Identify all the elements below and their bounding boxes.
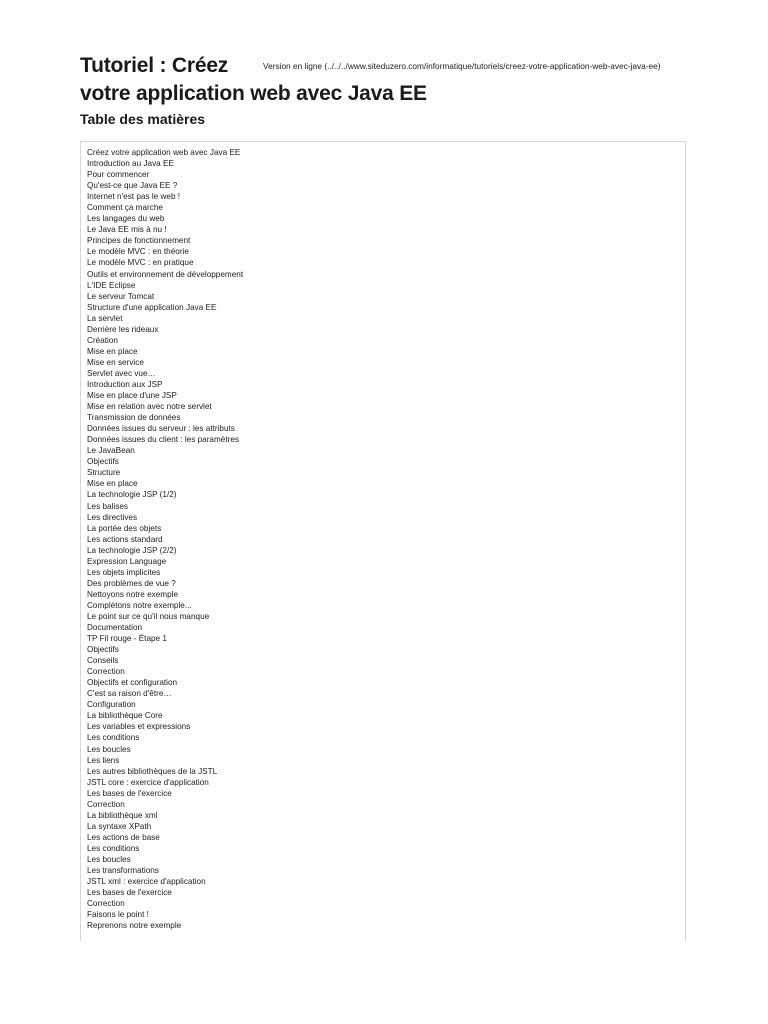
toc-item[interactable]: Introduction au Java EE	[87, 159, 174, 169]
toc-item[interactable]: Nettoyons notre exemple	[87, 589, 179, 599]
toc-box	[80, 141, 686, 941]
toc-item[interactable]: Les balises	[87, 501, 128, 511]
toc-item[interactable]: Correction	[87, 799, 125, 809]
toc-item[interactable]: Derrière les rideaux	[87, 324, 159, 334]
toc-item[interactable]: Principes de fonctionnement	[87, 236, 191, 246]
toc-item[interactable]: Le Java EE mis à nu !	[87, 225, 167, 235]
toc-item[interactable]: Données issues du serveur : les attributs	[87, 424, 235, 434]
toc-heading: Table des matières	[80, 111, 206, 127]
toc-item[interactable]: Expression Language	[87, 556, 167, 566]
toc-item[interactable]: La technologie JSP (1/2)	[87, 490, 177, 500]
toc-item[interactable]: Des problèmes de vue ?	[87, 578, 176, 588]
toc-item[interactable]: Servlet avec vue…	[87, 368, 156, 378]
toc-item[interactable]: Objectifs	[87, 457, 119, 467]
toc-item[interactable]: La syntaxe XPath	[87, 821, 152, 831]
toc-item[interactable]: Mise en place	[87, 479, 138, 489]
toc-item[interactable]: Le serveur Tomcat	[87, 291, 155, 301]
toc-item[interactable]: Transmission de données	[87, 413, 181, 423]
toc-item[interactable]: JSTL core : exercice d'application	[87, 777, 209, 787]
toc-item[interactable]: Les boucles	[87, 855, 131, 864]
toc-item[interactable]: Mise en place d'une JSP	[87, 391, 177, 401]
toc-item[interactable]: Le modèle MVC : en théorie	[87, 247, 189, 257]
toc-list	[81, 142, 685, 931]
toc-item[interactable]: Les actions de base	[87, 832, 160, 842]
toc-item[interactable]: Les langages du web	[87, 214, 165, 224]
toc-item[interactable]: Le point sur ce qu'il nous manque	[87, 611, 210, 621]
toc-item[interactable]: La portée des objets	[87, 523, 162, 533]
toc-item[interactable]: Configuration	[87, 700, 136, 710]
toc-item[interactable]: La servlet	[87, 313, 123, 323]
toc-item[interactable]: Les directives	[87, 512, 138, 522]
page-title-line-2: votre application web avec Java EE	[80, 82, 427, 105]
toc-item[interactable]: Les boucles	[87, 744, 131, 754]
toc-item[interactable]: Conseils	[87, 656, 119, 666]
toc-item[interactable]: Objectifs	[87, 645, 119, 655]
page-title-line-1: Tutoriel : Créez	[80, 54, 229, 77]
toc-item[interactable]: Correction	[87, 667, 125, 677]
toc-item[interactable]: Objectifs et configuration	[87, 678, 178, 688]
toc-item[interactable]: Les bases de l'exercice	[87, 788, 172, 798]
online-version-link[interactable]: Version en ligne (../../../www.siteduzero.com/informatique/tutoriels/creez-votre-application-web-avec-java-ee)	[263, 61, 661, 71]
toc-item[interactable]: Données issues du client : les paramètres	[87, 435, 240, 445]
toc-item[interactable]: Faisons le point !	[87, 910, 149, 920]
toc-item[interactable]: La technologie JSP (2/2)	[87, 545, 177, 555]
toc-item[interactable]: Structure d'une application Java EE	[87, 302, 217, 312]
toc-item[interactable]: Création	[87, 335, 118, 345]
toc-item[interactable]: Les bases de l'exercice	[87, 888, 172, 898]
toc-item[interactable]: Les transformations	[87, 866, 159, 876]
toc-item[interactable]: Pour commencer	[87, 170, 150, 180]
toc-item[interactable]: Les autres bibliothèques de la JSTL	[87, 766, 218, 776]
toc-item[interactable]: L'IDE Eclipse	[87, 280, 136, 290]
toc-item[interactable]: La bibliothèque xml	[87, 810, 158, 820]
toc-item[interactable]: Correction	[87, 899, 125, 909]
toc-item[interactable]: JSTL xml : exercice d'application	[87, 877, 206, 887]
toc-item[interactable]: Les actions standard	[87, 534, 163, 544]
toc-item[interactable]: Outils et environnement de développement	[87, 269, 244, 279]
toc-item[interactable]: C'est sa raison d'être…	[87, 689, 172, 699]
toc-item[interactable]: Introduction aux JSP	[87, 379, 163, 389]
toc-item[interactable]: Mise en service	[87, 357, 144, 367]
toc-item[interactable]: Complétons notre exemple...	[87, 600, 192, 610]
toc-item[interactable]: Les liens	[87, 755, 120, 765]
toc-item[interactable]: Internet n'est pas le web !	[87, 192, 181, 202]
toc-item[interactable]: La bibliothèque Core	[87, 711, 163, 721]
toc-item[interactable]: Les variables et expressions	[87, 722, 191, 732]
toc-item[interactable]: Le JavaBean	[87, 446, 135, 456]
toc-item[interactable]: Mise en relation avec notre servlet	[87, 402, 212, 412]
toc-item[interactable]: Documentation	[87, 623, 143, 633]
toc-item[interactable]: Qu'est-ce que Java EE ?	[87, 181, 178, 191]
toc-item[interactable]: TP Fil rouge - Étape 1	[87, 634, 167, 644]
toc-item[interactable]: Les conditions	[87, 843, 140, 853]
toc-item[interactable]: Mise en place	[87, 346, 138, 356]
toc-item[interactable]: Structure	[87, 468, 121, 478]
toc-item[interactable]: Créez votre application web avec Java EE	[87, 148, 241, 157]
toc-item[interactable]: Comment ça marche	[87, 203, 163, 213]
toc-item[interactable]: Les conditions	[87, 733, 140, 743]
toc-item[interactable]: Le modèle MVC : en pratique	[87, 258, 194, 268]
document-header	[80, 52, 700, 108]
toc-item[interactable]: Reprenons notre exemple	[87, 921, 182, 931]
toc-item[interactable]: Les objets implicites	[87, 567, 161, 577]
